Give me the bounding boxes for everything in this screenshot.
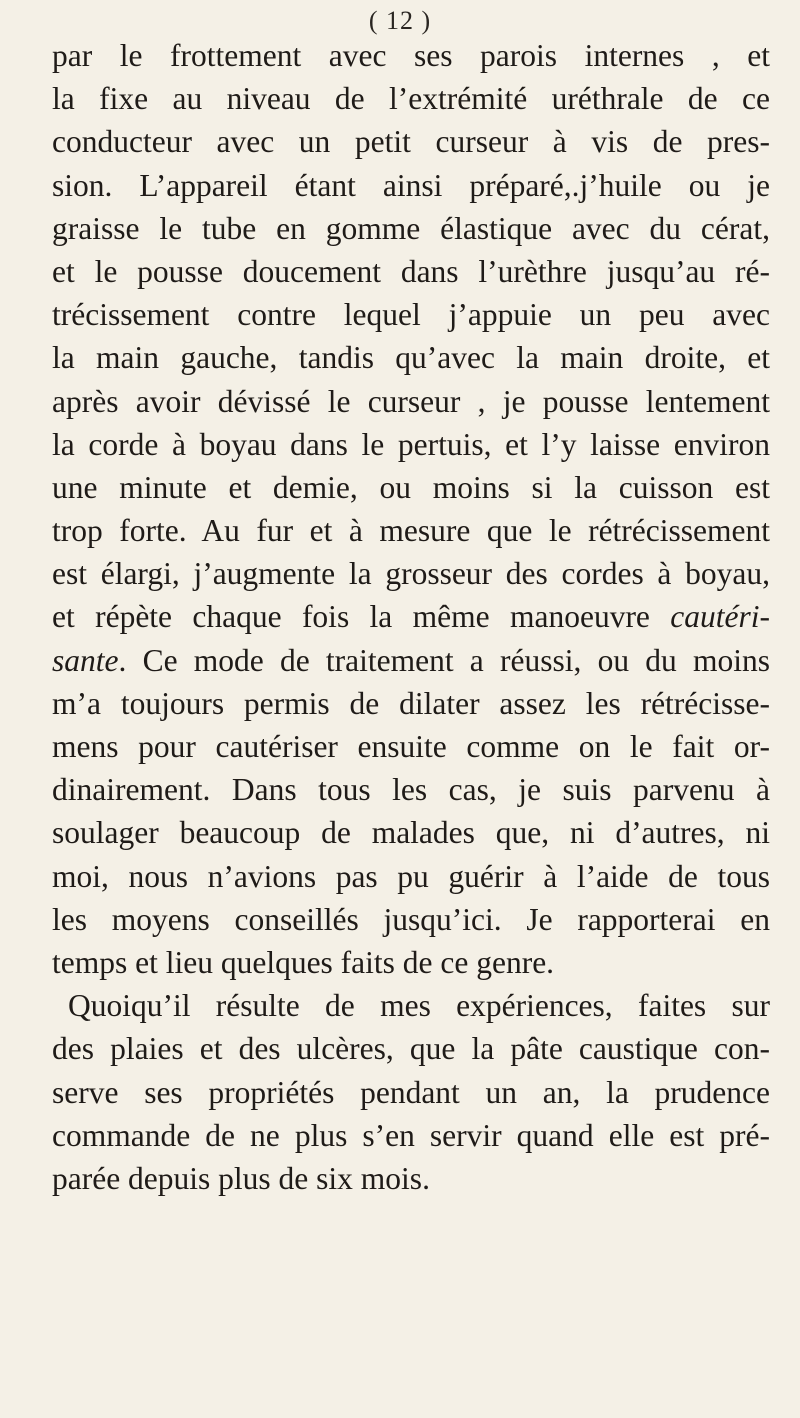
text-line-10: la corde à boyau dans le pertuis, et l’y laisse environ (52, 426, 770, 462)
text-line-9: après avoir dévissé le curseur , je pousse lentement (52, 383, 770, 419)
text-line-15-roman: . Ce mode de traitement a réussi, ou du moins (118, 642, 770, 678)
text-line-16: m’a toujours permis de dilater assez les rétrécisse- (52, 685, 770, 721)
text-line-5: graisse le tube en gomme élastique avec du cérat, (52, 210, 770, 246)
text-line-6: et le pousse doucement dans l’urèthre jusqu’au ré- (52, 253, 770, 289)
text-line-2: la fixe au niveau de l’extrémité uréthrale de ce (52, 81, 770, 117)
italic-word-cauterisante-part2: sante (52, 642, 119, 678)
text-line-19: soulager beaucoup de malades que, ni d’autres, ni (52, 815, 770, 851)
text-line-18: dinairement. Dans tous les cas, je suis parvenu à (52, 772, 770, 808)
text-line-25: serve ses propriétés pendant un an, la prudence (52, 1074, 770, 1110)
italic-word-cauterisante-part1: cautéri- (670, 599, 771, 635)
text-line-13: est élargi, j’augmente la grosseur des cordes à boyau, (52, 556, 770, 592)
page-number: ( 12 ) (368, 6, 432, 35)
text-line-24: des plaies et des ulcères, que la pâte caustique con- (52, 1031, 770, 1067)
text-line-14 (52, 595, 770, 638)
text-line-15 (52, 639, 770, 682)
text-line-12: trop forte. Au fur et à mesure que le rétrécissement (52, 513, 770, 549)
text-line-14-roman: et répète chaque fois la même manoeuvre (52, 599, 650, 635)
text-line-21: les moyens conseillés jusqu’ici. Je rapporterai en (52, 901, 770, 937)
text-line-26: commande de ne plus s’en servir quand elle est pré- (52, 1117, 770, 1153)
text-line-11: une minute et demie, ou moins si la cuisson est (52, 469, 770, 505)
text-line-3: conducteur avec un petit curseur à vis de pres- (52, 124, 770, 160)
text-line-22: temps et lieu quelques faits de ce genre. (52, 944, 555, 980)
text-line-4: sion. L’appareil étant ainsi préparé,.j’huile ou je (52, 167, 770, 203)
text-line-27: parée depuis plus de six mois. (52, 1160, 430, 1196)
body-text (52, 34, 770, 1200)
text-line-7: trécissement contre lequel j’appuie un peu avec (52, 297, 770, 333)
text-line-8: la main gauche, tandis qu’avec la main droite, et (52, 340, 770, 376)
text-line-23: Quoiqu’il résulte de mes expériences, faites sur (68, 988, 770, 1024)
text-line-17: mens pour cautériser ensuite comme on le fait or- (52, 729, 770, 764)
text-line-20: moi, nous n’avions pas pu guérir à l’aide de tous (52, 858, 770, 894)
text-line-1: par le frottement avec ses parois internes , et (52, 38, 770, 73)
